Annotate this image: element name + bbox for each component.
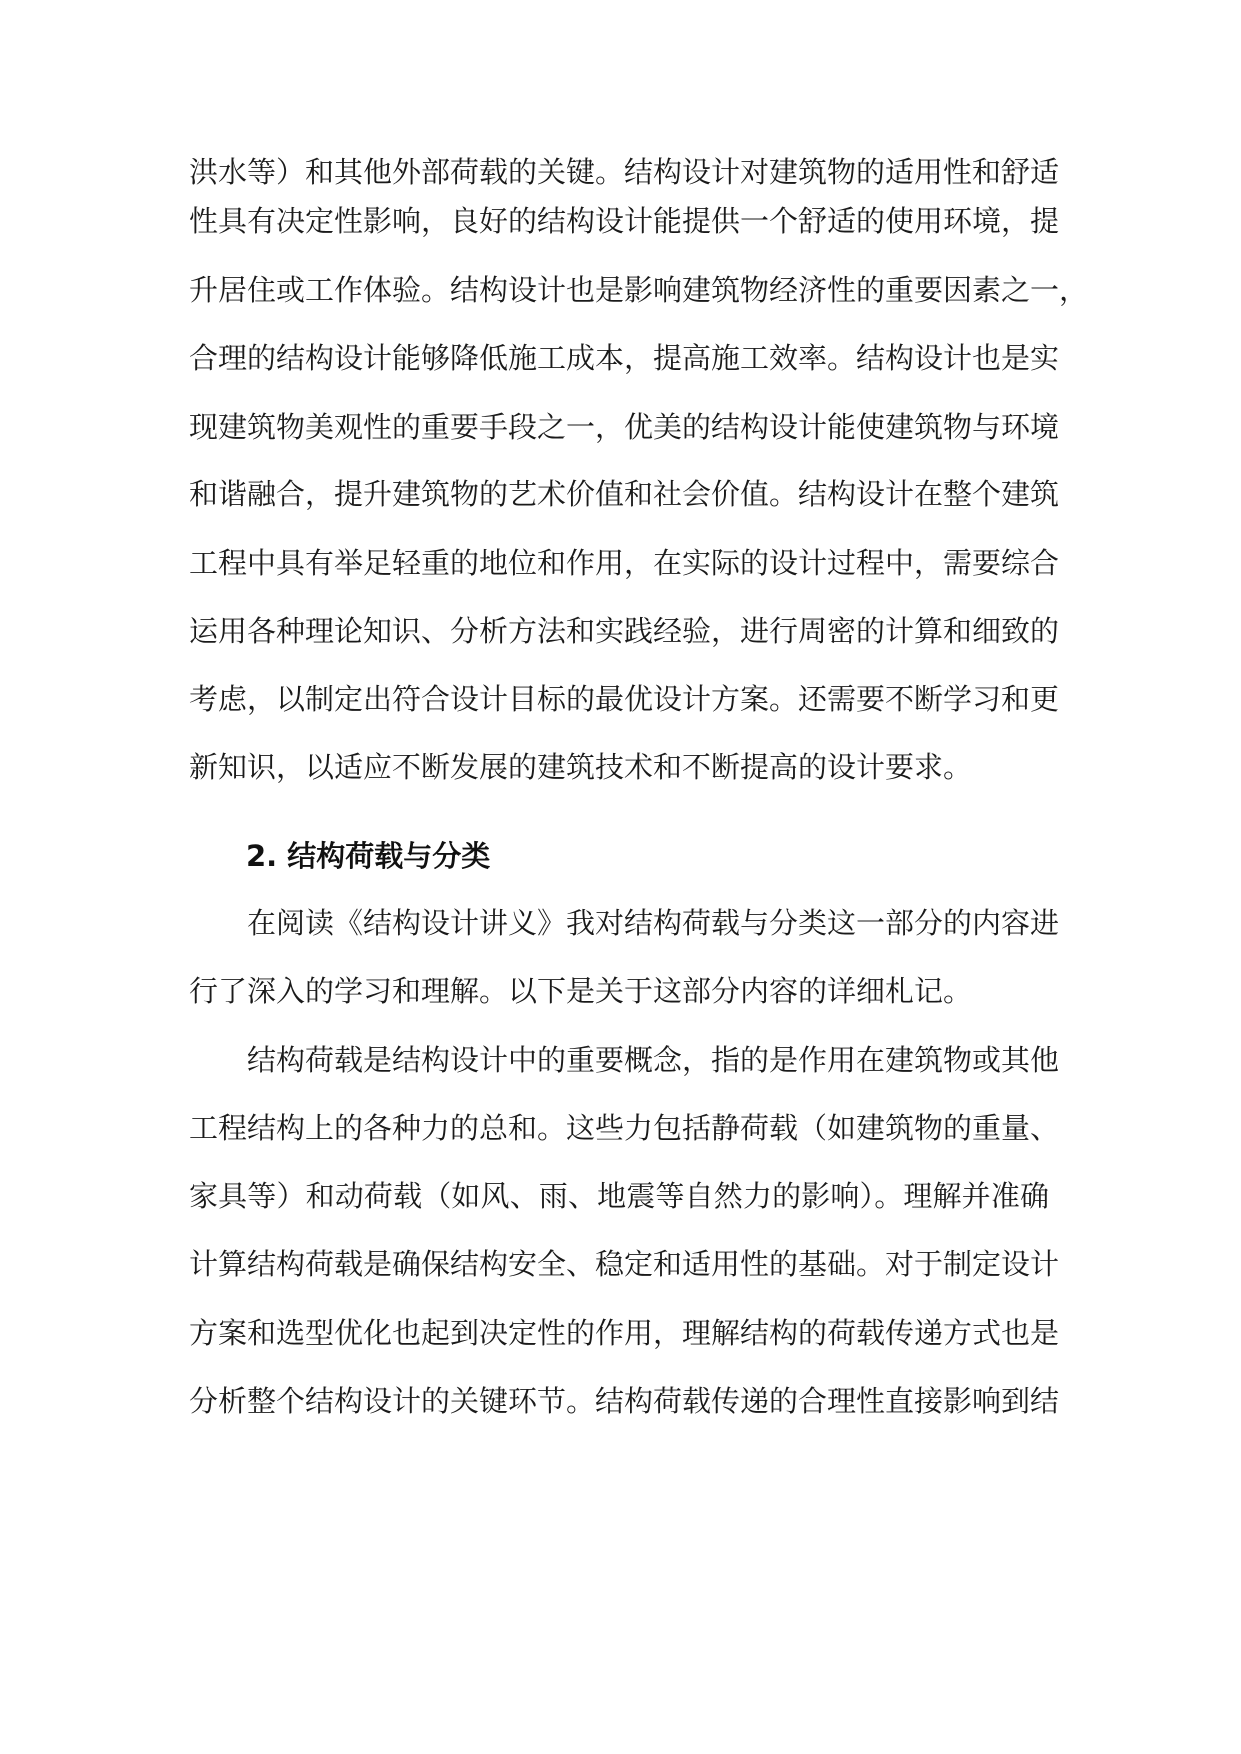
- paragraph-2-line: 在阅读《结构设计讲义》我对结构荷载与分类这一部分的内容进: [247, 906, 1060, 940]
- paragraph-2-line: 行了深入的学习和理解。以下是关于这部分内容的详细札记。: [189, 974, 973, 1008]
- paragraph-1-line: 和谐融合，提升建筑物的艺术价值和社会价值。结构设计在整个建筑: [189, 477, 1060, 511]
- paragraph-1-line: 考虑，以制定出符合设计目标的最优设计方案。还需要不断学习和更: [189, 682, 1060, 716]
- section-heading: 2. 结构荷载与分类: [246, 839, 491, 873]
- paragraph-1-line: 洪水等）和其他外部荷载的关键。结构设计对建筑物的适用性和舒适: [189, 155, 1060, 189]
- paragraph-1-line: 工程中具有举足轻重的地位和作用，在实际的设计过程中，需要综合: [189, 546, 1060, 580]
- paragraph-1-line: 新知识，以适应不断发展的建筑技术和不断提高的设计要求。: [189, 750, 973, 784]
- paragraph-3-line: 分析整个结构设计的关键环节。结构荷载传递的合理性直接影响到结: [189, 1384, 1060, 1418]
- paragraph-3-line: 结构荷载是结构设计中的重要概念，指的是作用在建筑物或其他: [247, 1043, 1060, 1077]
- paragraph-1-line: 现建筑物美观性的重要手段之一，优美的结构设计能使建筑物与环境: [189, 410, 1060, 444]
- paragraph-1-line: 升居住或工作体验。结构设计也是影响建筑物经济性的重要因素之一，: [189, 273, 1089, 307]
- paragraph-3-line: 方案和选型优化也起到决定性的作用，理解结构的荷载传递方式也是: [189, 1316, 1060, 1350]
- paragraph-3-line: 计算结构荷载是确保结构安全、稳定和适用性的基础。对于制定设计: [189, 1247, 1060, 1281]
- paragraph-3-line: 家具等）和动荷载（如风、雨、地震等自然力的影响）。理解并准确: [189, 1179, 1049, 1213]
- paragraph-1-line: 合理的结构设计能够降低施工成本，提高施工效率。结构设计也是实: [189, 341, 1060, 375]
- paragraph-1-line: 运用各种理论知识、分析方法和实践经验，进行周密的计算和细致的: [189, 614, 1060, 648]
- paragraph-3-line: 工程结构上的各种力的总和。这些力包括静荷载（如建筑物的重量、: [189, 1111, 1060, 1145]
- paragraph-1-line: 性具有决定性影响，良好的结构设计能提供一个舒适的使用环境，提: [189, 204, 1060, 238]
